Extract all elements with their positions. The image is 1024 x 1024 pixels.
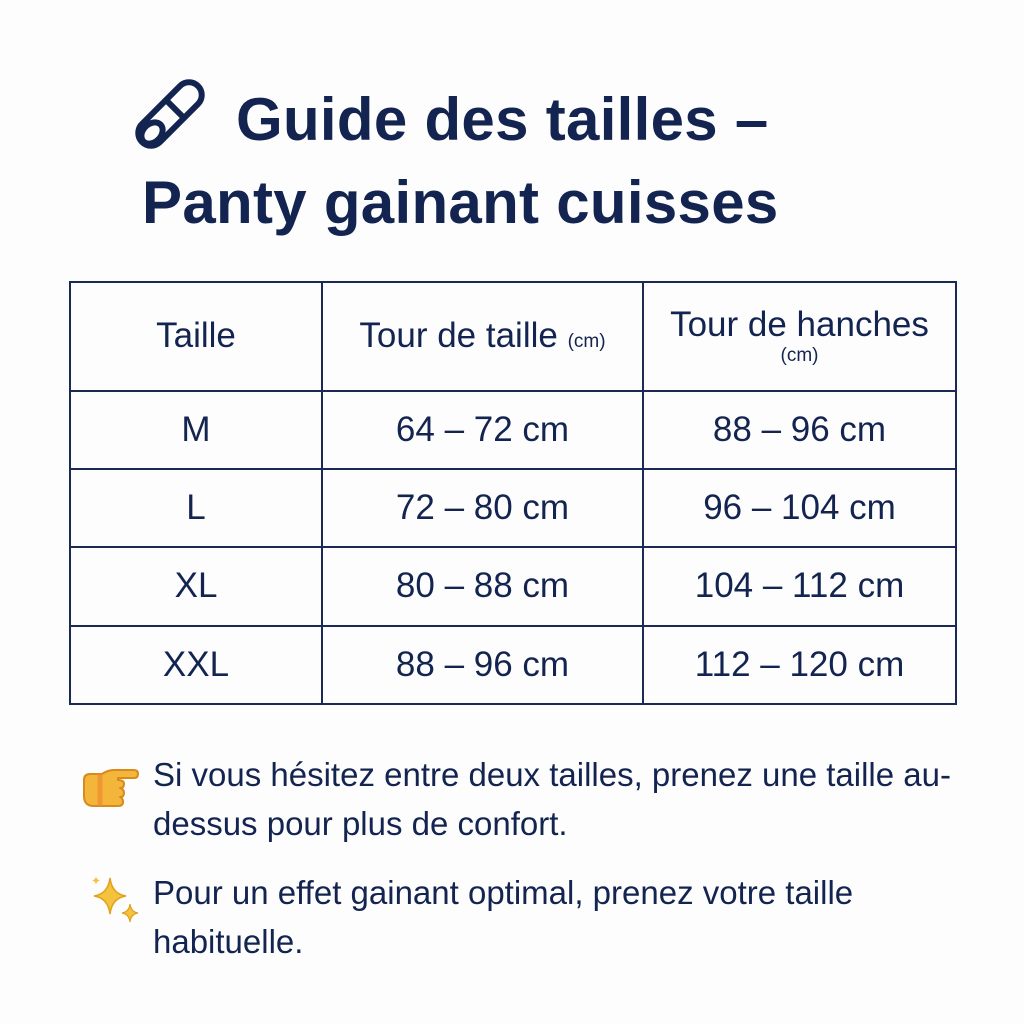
note-text: Pour un effet gainant optimal, prenez votre taille habituelle. — [153, 874, 854, 960]
header-waist-unit: (cm) — [567, 331, 606, 353]
header-waist-label: Tour de taille — [359, 316, 558, 356]
table-row — [70, 391, 956, 469]
size-chart-table — [69, 281, 957, 705]
cell-waist: 72 – 80 cm — [322, 469, 643, 547]
header-hips — [643, 282, 956, 391]
pointing-hand-icon — [80, 762, 140, 812]
sparkles-icon — [86, 874, 146, 924]
header-size — [70, 282, 322, 391]
cell-size: XXL — [70, 626, 322, 704]
header-hips-label: Tour de hanches — [670, 305, 929, 345]
bandage-roll-icon — [128, 74, 210, 156]
page-title-line-2: Panty gainant cuisses — [142, 169, 779, 236]
table-row — [70, 626, 956, 704]
cell-size: M — [70, 391, 322, 469]
note-text: Si vous hésitez entre deux tailles, prenez une taille au-dessus pour plus de confort. — [153, 756, 951, 842]
cell-waist: 88 – 96 cm — [322, 626, 643, 704]
table-header-row — [70, 282, 956, 391]
cell-hips: 96 – 104 cm — [643, 469, 956, 547]
cell-hips: 104 – 112 cm — [643, 547, 956, 625]
cell-size: L — [70, 469, 322, 547]
header-waist — [322, 282, 643, 391]
cell-size: XL — [70, 547, 322, 625]
table-row — [70, 547, 956, 625]
header-hips-unit: (cm) — [780, 345, 819, 367]
page-title-line-1: Guide des tailles – — [236, 86, 769, 153]
table-row — [70, 469, 956, 547]
cell-hips: 112 – 120 cm — [643, 626, 956, 704]
cell-hips: 88 – 96 cm — [643, 391, 956, 469]
cell-waist: 64 – 72 cm — [322, 391, 643, 469]
cell-waist: 80 – 88 cm — [322, 547, 643, 625]
header-size-label: Taille — [156, 316, 236, 356]
